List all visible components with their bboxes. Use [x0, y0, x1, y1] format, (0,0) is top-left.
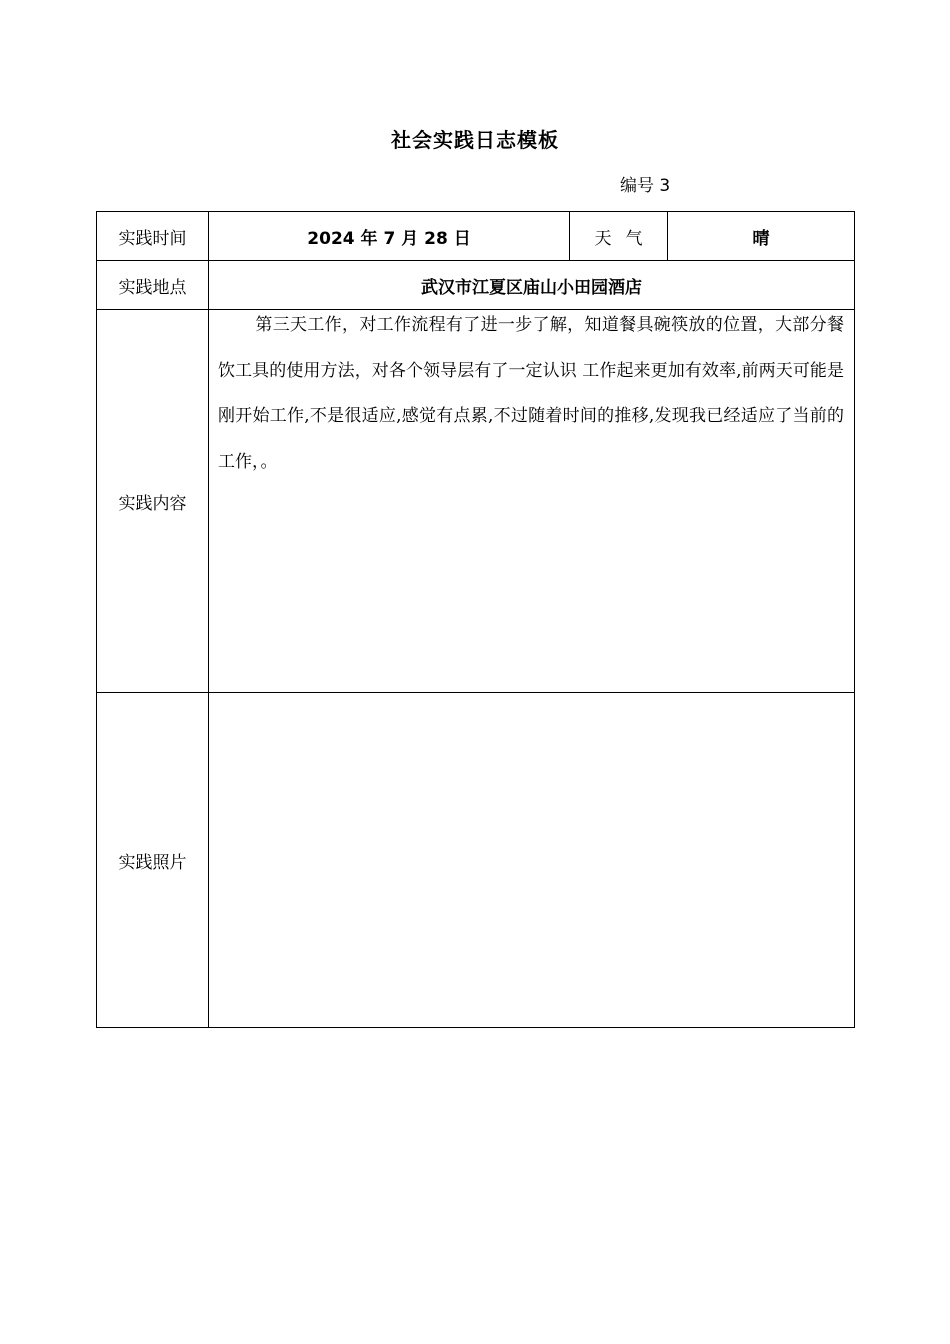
weather-value: 晴	[668, 212, 855, 261]
content-label: 实践内容	[97, 310, 209, 693]
row-content	[97, 310, 855, 693]
row-photo	[97, 693, 855, 1028]
serial-number: 编号 3	[620, 176, 671, 196]
time-label: 实践时间	[97, 212, 209, 261]
location-label: 实践地点	[97, 261, 209, 310]
page-title: 社会实践日志模板	[391, 128, 559, 152]
row-time	[97, 212, 855, 261]
weather-label: 天气	[570, 212, 668, 261]
photo-area	[209, 693, 855, 1028]
photo-label: 实践照片	[97, 693, 209, 1028]
practice-log-table	[96, 211, 855, 1028]
content-text: 第三天工作，对工作流程有了进一步了解，知道餐具碗筷放的位置，大部分餐饮工具的使用方法，对各个领导层有了一定认识 工作起来更加有效率,前两天可能是刚开始工作,不是很适应,感觉有点累,不过随着时间的推移,发现我已经适应了当前的工作，。	[218, 315, 844, 472]
content-cell	[209, 310, 855, 693]
location-value: 武汉市江夏区庙山小田园酒店	[209, 261, 855, 310]
date-value: 2024 年 7 月 28 日	[209, 212, 570, 261]
